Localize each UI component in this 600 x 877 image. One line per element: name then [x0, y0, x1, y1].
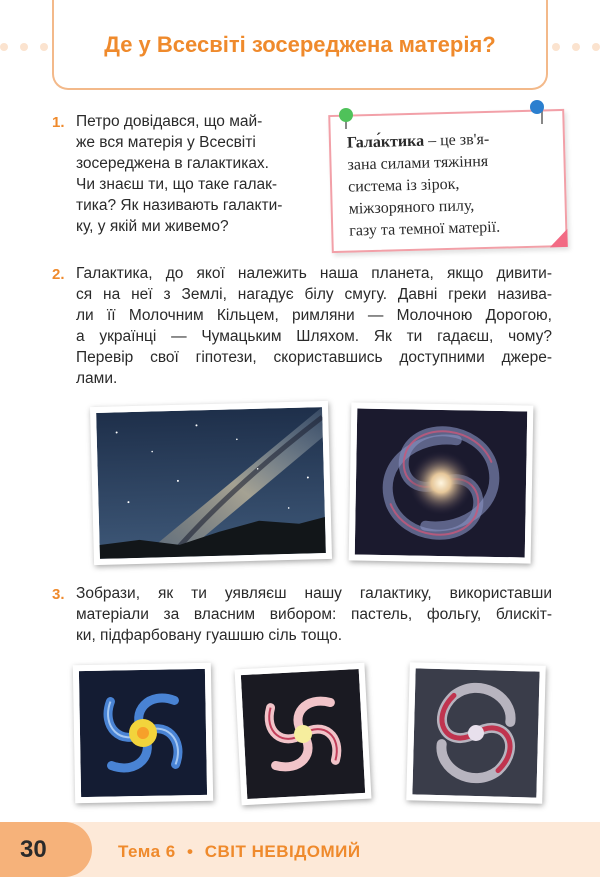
- header-dots-left: [0, 43, 48, 51]
- task-2-line: лами.: [76, 370, 118, 387]
- page-number: 30: [20, 836, 47, 863]
- task-2-line: Галактика, до якої належить наша планета, якщо дивити-: [76, 265, 552, 282]
- definition-line: – це зв'я-: [423, 130, 490, 150]
- task-3-text: [76, 583, 552, 646]
- footer-bullet: •: [187, 842, 194, 861]
- card-folded-corner: [549, 229, 567, 247]
- task-2-line: а українці — Чумацьким Шляхом. Як ти гадаєш, чому?: [76, 328, 552, 345]
- task-2-text: [76, 263, 552, 389]
- task-1-line: Чи знаєш ти, що таке галак-: [76, 176, 278, 193]
- task-3-line: ки, підфарбовану гуашшю сіль тощо.: [76, 627, 343, 644]
- task-3-line: Зобрази, як ти уявляєш нашу галактику, використавши: [76, 585, 552, 602]
- task-2-number: 2.: [52, 266, 65, 283]
- task-2-line: Перевір свої гіпотези, скориставшись доступними джере-: [76, 349, 552, 366]
- spiral-galaxy-photo: [349, 402, 534, 563]
- definition-line: зана силами тяжіння: [347, 152, 489, 174]
- task-3-line: матеріали за власним вибором: пастель, фольгу, блискіт-: [76, 606, 552, 623]
- task-1-text: [76, 111, 308, 237]
- task-1-line: тика? Як називають галакти-: [76, 197, 283, 214]
- task-3-number: 3.: [52, 586, 65, 603]
- glitter-galaxy-drawing: [406, 662, 546, 804]
- definition-text: [347, 129, 501, 243]
- milky-way-photo: [90, 401, 332, 565]
- definition-line: система із зірок,: [347, 175, 460, 196]
- green-pin-icon: [339, 108, 353, 122]
- blue-pin-icon: [530, 100, 544, 114]
- footer-theme-label: Тема 6: [118, 842, 176, 861]
- salt-galaxy-drawing: [235, 663, 372, 806]
- task-1-number: 1.: [52, 114, 65, 131]
- task-1-line: ку, у якій ми живемо?: [76, 218, 229, 235]
- footer-theme: [118, 842, 361, 862]
- definition-term: Гала́ктика: [346, 132, 425, 152]
- header-dots-right: [552, 43, 600, 51]
- task-1-line: Петро довідався, що май-: [76, 113, 263, 130]
- task-2-line: ли її Молочним Кільцем, римляни — Молочною Дорогою,: [76, 307, 552, 324]
- definition-line: міжзоряного пилу,: [348, 197, 475, 218]
- header-box: [52, 0, 548, 90]
- footer-theme-title: СВІТ НЕВІДОМИЙ: [204, 842, 361, 861]
- pastel-galaxy-drawing: [73, 663, 213, 803]
- task-1-line: зосереджена в галактиках.: [76, 155, 269, 172]
- definition-line: газу та темної матерії.: [349, 218, 501, 240]
- task-1-line: же вся матерія у Всесвіті: [76, 134, 256, 151]
- task-2-line: ся на неї з Землі, нагадує білу смугу. Давні греки назива-: [76, 286, 552, 303]
- definition-card: [328, 109, 568, 253]
- page-title: Де у Всесвіті зосереджена матерія?: [104, 32, 496, 57]
